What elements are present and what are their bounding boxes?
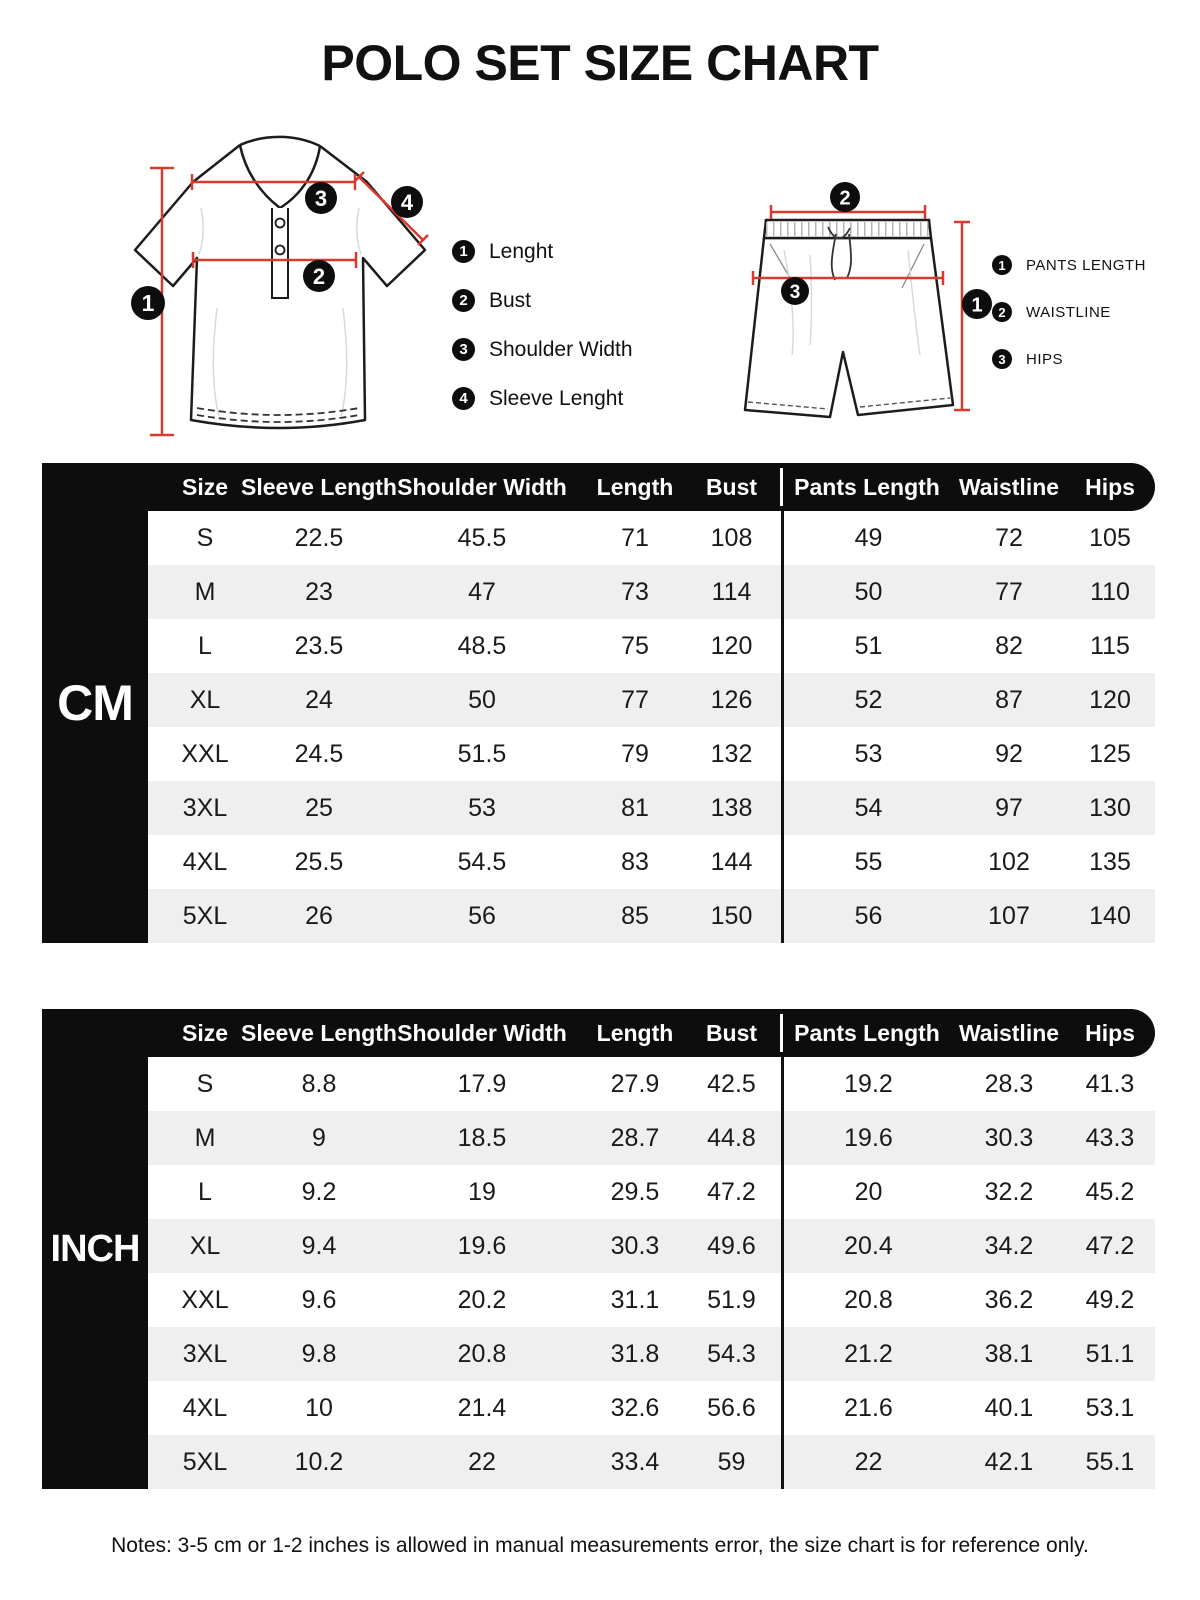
- table-body-cm: [148, 511, 1155, 943]
- value-cell: 19.2: [781, 1057, 953, 1111]
- value-cell: 135: [1089, 847, 1131, 876]
- marker-3: 3: [789, 282, 801, 303]
- value-cell: 54: [781, 781, 953, 835]
- page-title: POLO SET SIZE CHART: [321, 35, 879, 91]
- marker-3-icon: 3: [452, 338, 475, 361]
- table-row-xl: [148, 1219, 1155, 1273]
- value-cell: 30.3: [610, 1231, 660, 1260]
- table-row-xxl: [148, 1273, 1155, 1327]
- column-header-hips: Hips: [1085, 1019, 1135, 1046]
- table-body-inch: [148, 1057, 1155, 1489]
- shirt-placket: [272, 208, 288, 298]
- value-cell: 49.6: [707, 1231, 756, 1260]
- polo-shirt-diagram: [105, 128, 455, 448]
- value-cell: 47: [468, 577, 496, 606]
- size-cell: XXL: [181, 739, 229, 768]
- value-cell: 120: [710, 631, 753, 660]
- value-cell: 132: [710, 739, 753, 768]
- value-cell: 23: [305, 577, 333, 606]
- size-cell: 4XL: [182, 847, 228, 876]
- value-cell: 54.3: [707, 1339, 756, 1368]
- value-cell: 114: [711, 577, 752, 606]
- value-cell: 108: [710, 523, 753, 552]
- value-cell: 20: [781, 1165, 953, 1219]
- value-cell: 126: [710, 685, 753, 714]
- value-cell: 97: [995, 793, 1023, 822]
- value-cell: 53: [468, 793, 496, 822]
- notes-text: Notes: 3-5 cm or 1-2 inches is allowed in manual measurements error, the size chart is for reference only.: [111, 1534, 1089, 1557]
- unit-label-cm: CM: [42, 463, 148, 943]
- size-cell: XXL: [181, 1285, 229, 1314]
- shirt-legend: [452, 240, 633, 436]
- value-cell: 45.2: [1085, 1177, 1135, 1206]
- value-cell: 10: [305, 1393, 333, 1422]
- value-cell: 20.2: [457, 1285, 507, 1314]
- value-cell: 47.2: [1085, 1231, 1135, 1260]
- value-cell: 51: [781, 619, 953, 673]
- shorts-outline: [745, 238, 953, 417]
- value-cell: 25.5: [294, 847, 344, 876]
- value-cell: 23.5: [294, 631, 344, 660]
- column-header-length: Length: [596, 473, 674, 500]
- column-header-pants-length: Pants Length: [781, 463, 953, 511]
- marker-2-icon: 2: [992, 302, 1012, 322]
- marker-1: 1: [971, 294, 983, 317]
- size-cell: L: [198, 631, 212, 660]
- value-cell: 43.3: [1085, 1123, 1135, 1152]
- column-header-size: Size: [181, 473, 229, 500]
- column-header-waistline: Waistline: [958, 1019, 1060, 1046]
- table-row-m: [148, 565, 1155, 619]
- value-cell: 41.3: [1085, 1069, 1135, 1098]
- value-cell: 50: [781, 565, 953, 619]
- value-cell: 45.5: [457, 523, 507, 552]
- size-table-inch: [42, 1009, 1155, 1489]
- value-cell: 55.1: [1085, 1447, 1135, 1476]
- value-cell: 47.2: [707, 1177, 756, 1206]
- table-row-4xl: [148, 1381, 1155, 1435]
- value-cell: 36.2: [984, 1285, 1034, 1314]
- size-cell: S: [196, 1069, 214, 1098]
- value-cell: 18.5: [457, 1123, 507, 1152]
- value-cell: 28.3: [984, 1069, 1034, 1098]
- value-cell: 9.4: [301, 1231, 337, 1260]
- value-cell: 49: [781, 511, 953, 565]
- table-row-4xl: [148, 835, 1155, 889]
- legend-item-waistline: [992, 302, 1146, 322]
- marker-2-icon: 2: [452, 289, 475, 312]
- value-cell: 115: [1090, 631, 1130, 660]
- value-cell: 140: [1089, 901, 1131, 930]
- marker-1: 1: [141, 290, 155, 316]
- table-row-l: [148, 1165, 1155, 1219]
- value-cell: 20.4: [781, 1219, 953, 1273]
- value-cell: 38.1: [984, 1339, 1034, 1368]
- value-cell: 71: [621, 523, 649, 552]
- column-header-sleeve-length: Sleeve Length: [241, 473, 397, 500]
- value-cell: 73: [621, 577, 649, 606]
- value-cell: 83: [621, 847, 649, 876]
- value-cell: 53.1: [1085, 1393, 1135, 1422]
- value-cell: 21.6: [781, 1381, 953, 1435]
- value-cell: 51.1: [1085, 1339, 1135, 1368]
- table-row-xxl: [148, 727, 1155, 781]
- value-cell: 51.9: [707, 1285, 756, 1314]
- value-cell: 51.5: [457, 739, 507, 768]
- table-row-s: [148, 1057, 1155, 1111]
- value-cell: 52: [781, 673, 953, 727]
- column-header-length: Length: [596, 1019, 674, 1046]
- size-cell: 3XL: [182, 793, 228, 822]
- table-header-row-cm: [42, 463, 1155, 511]
- value-cell: 56: [781, 889, 953, 943]
- value-cell: 77: [995, 577, 1023, 606]
- value-cell: 55: [781, 835, 953, 889]
- size-cell: 5XL: [182, 1447, 228, 1476]
- value-cell: 125: [1089, 739, 1131, 768]
- value-cell: 54.5: [457, 847, 507, 876]
- size-table-cm: [42, 463, 1155, 943]
- marker-1-icon: 1: [452, 240, 475, 263]
- value-cell: 72: [995, 523, 1023, 552]
- marker-2: 2: [312, 264, 326, 289]
- value-cell: 56: [468, 901, 496, 930]
- legend-label: Sleeve Lenght: [489, 386, 624, 410]
- value-cell: 92: [995, 739, 1023, 768]
- value-cell: 33.4: [610, 1447, 660, 1476]
- value-cell: 17.9: [457, 1069, 507, 1098]
- column-header-shoulder-width: Shoulder Width: [397, 473, 567, 500]
- column-header-pants-length: Pants Length: [781, 1009, 953, 1057]
- value-cell: 24.5: [294, 739, 344, 768]
- value-cell: 110: [1090, 577, 1130, 606]
- shorts-diagram: [700, 170, 995, 440]
- column-header-shoulder-width: Shoulder Width: [397, 1019, 567, 1046]
- size-cell: XL: [189, 685, 221, 714]
- value-cell: 75: [621, 631, 649, 660]
- legend-item-shoulder-width: [452, 338, 633, 361]
- table-row-m: [148, 1111, 1155, 1165]
- legend-item-sleeve-length: [452, 387, 633, 410]
- marker-3-icon: 3: [992, 349, 1012, 369]
- column-header-size: Size: [181, 1019, 229, 1046]
- value-cell: 59: [717, 1447, 746, 1476]
- value-cell: 107: [988, 901, 1030, 930]
- value-cell: 8.8: [301, 1069, 337, 1098]
- value-cell: 150: [710, 901, 753, 930]
- value-cell: 42.5: [707, 1069, 756, 1098]
- value-cell: 53: [781, 727, 953, 781]
- value-cell: 22.5: [294, 523, 344, 552]
- value-cell: 44.8: [707, 1123, 756, 1152]
- size-cell: 4XL: [182, 1393, 228, 1422]
- shorts-waistband: [764, 220, 931, 238]
- legend-label: Lenght: [489, 239, 554, 263]
- column-header-bust: Bust: [705, 473, 758, 500]
- value-cell: 9: [312, 1123, 326, 1152]
- marker-2: 2: [839, 187, 851, 210]
- value-cell: 138: [710, 793, 753, 822]
- legend-item-length: [452, 240, 633, 263]
- marker-4-icon: 4: [452, 387, 475, 410]
- table-header-row-inch: [42, 1009, 1155, 1057]
- value-cell: 102: [988, 847, 1030, 876]
- size-cell: M: [194, 577, 216, 606]
- value-cell: 24: [305, 685, 333, 714]
- table-row-3xl: [148, 1327, 1155, 1381]
- value-cell: 20.8: [781, 1273, 953, 1327]
- value-cell: 9.8: [301, 1339, 337, 1368]
- size-cell: L: [198, 1177, 212, 1206]
- table-row-l: [148, 619, 1155, 673]
- marker-4: 4: [400, 190, 414, 215]
- value-cell: 32.2: [984, 1177, 1034, 1206]
- value-cell: 22: [781, 1435, 953, 1489]
- value-cell: 82: [995, 631, 1023, 660]
- value-cell: 77: [621, 685, 649, 714]
- table-row-s: [148, 511, 1155, 565]
- value-cell: 9.6: [301, 1285, 337, 1314]
- column-header-waistline: Waistline: [958, 473, 1060, 500]
- legend-item-bust: [452, 289, 633, 312]
- value-cell: 21.4: [457, 1393, 507, 1422]
- table-row-5xl: [148, 889, 1155, 943]
- value-cell: 34.2: [984, 1231, 1034, 1260]
- legend-label: WAISTLINE: [1026, 303, 1111, 321]
- column-header-bust: Bust: [705, 1019, 758, 1046]
- value-cell: 25: [305, 793, 333, 822]
- legend-item-pants-length: [992, 255, 1146, 275]
- value-cell: 49.2: [1085, 1285, 1135, 1314]
- value-cell: 40.1: [984, 1393, 1034, 1422]
- value-cell: 42.1: [984, 1447, 1034, 1476]
- value-cell: 19.6: [781, 1111, 953, 1165]
- value-cell: 20.8: [457, 1339, 507, 1368]
- value-cell: 10.2: [294, 1447, 344, 1476]
- value-cell: 81: [621, 793, 649, 822]
- value-cell: 144: [710, 847, 753, 876]
- legend-label: Shoulder Width: [489, 337, 633, 361]
- legend-label: PANTS LENGTH: [1026, 256, 1146, 274]
- value-cell: 31.1: [610, 1285, 660, 1314]
- value-cell: 31.8: [610, 1339, 660, 1368]
- value-cell: 130: [1089, 793, 1131, 822]
- legend-label: HIPS: [1026, 350, 1064, 368]
- size-cell: 5XL: [182, 901, 228, 930]
- table-row-5xl: [148, 1435, 1155, 1489]
- value-cell: 9.2: [301, 1177, 337, 1206]
- legend-item-hips: [992, 349, 1146, 369]
- value-cell: 56.6: [707, 1393, 756, 1422]
- column-header-hips: Hips: [1085, 473, 1135, 500]
- size-cell: S: [196, 523, 214, 552]
- size-cell: XL: [189, 1231, 221, 1260]
- marker-3: 3: [314, 186, 328, 211]
- shorts-legend: [992, 255, 1146, 396]
- table-row-3xl: [148, 781, 1155, 835]
- value-cell: 30.3: [984, 1123, 1034, 1152]
- value-cell: 48.5: [457, 631, 507, 660]
- value-cell: 120: [1089, 685, 1131, 714]
- size-cell: 3XL: [182, 1339, 228, 1368]
- unit-label-inch: INCH: [42, 1009, 148, 1489]
- value-cell: 29.5: [610, 1177, 660, 1206]
- value-cell: 85: [621, 901, 649, 930]
- column-header-sleeve-length: Sleeve Length: [241, 1019, 397, 1046]
- value-cell: 105: [1089, 523, 1131, 552]
- value-cell: 32.6: [610, 1393, 660, 1422]
- value-cell: 22: [468, 1447, 496, 1476]
- marker-1-icon: 1: [992, 255, 1012, 275]
- value-cell: 87: [995, 685, 1023, 714]
- value-cell: 79: [621, 739, 649, 768]
- value-cell: 19: [468, 1177, 496, 1206]
- value-cell: 50: [468, 685, 496, 714]
- value-cell: 28.7: [610, 1123, 660, 1152]
- legend-label: Bust: [489, 288, 532, 312]
- table-row-xl: [148, 673, 1155, 727]
- value-cell: 26: [305, 901, 333, 930]
- value-cell: 21.2: [781, 1327, 953, 1381]
- value-cell: 27.9: [610, 1069, 660, 1098]
- size-cell: M: [194, 1123, 216, 1152]
- value-cell: 19.6: [457, 1231, 507, 1260]
